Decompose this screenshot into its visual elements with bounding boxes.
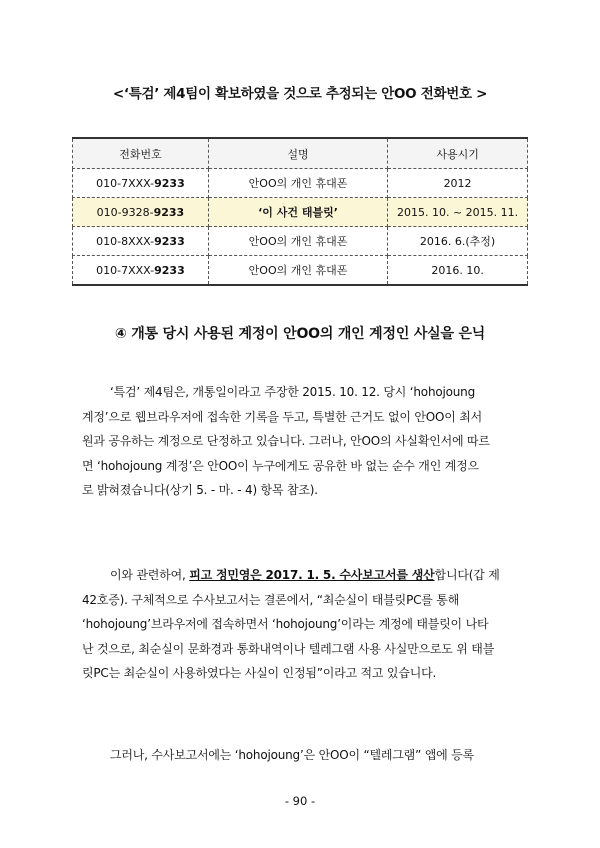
phone-prefix: 010-7XXX- xyxy=(96,263,155,277)
paragraph-line: 로 밝혀졌습니다(상기 5. - 마. - 4) 항목 참조). xyxy=(82,483,318,497)
table-header-row xyxy=(73,138,528,169)
table-row-highlighted xyxy=(73,198,528,227)
phone-suffix: 9233 xyxy=(154,176,185,190)
phone-prefix: 010-9328- xyxy=(96,205,154,219)
paragraph-line: 그러나, 수사보고서에는 ‘hohojoung’은 안OO이 “텔레그램” 앱에 등록 xyxy=(110,748,474,762)
description-cell: 안OO의 개인 휴대폰 xyxy=(208,256,387,286)
phone-suffix: 9233 xyxy=(153,205,185,219)
paragraph-line: 난 것으로, 최순실이 문화경과 통화내역이나 텔레그램 사용 사실만으로도 위 태블 xyxy=(82,641,495,656)
period-cell: 2015. 10. ~ 2015. 11. xyxy=(388,198,528,227)
paragraph-account xyxy=(82,380,522,503)
column-header-description: 설명 xyxy=(208,138,387,169)
paragraph-line: 릿PC는 최순실이 사용하였다는 사실이 인정됨”이라고 적고 있습니다. xyxy=(82,666,437,680)
phone-suffix: 9233 xyxy=(154,263,185,277)
phone-cell xyxy=(73,198,209,227)
text-run: 이와 관련하여, xyxy=(110,568,190,582)
section-heading: ④ 개통 당시 사용된 계정이 안OO의 개인 계정인 사실을 은닉 xyxy=(114,326,486,342)
paragraph-line: ‘특검’ 제4팀은, 개통일이라고 주장한 2015. 10. 12. 당시 ‘hohojoung xyxy=(110,385,476,399)
paragraph-line: 원과 공유하는 계정으로 단정하고 있습니다. 그러나, 안OO의 사실확인서에 따르 xyxy=(82,434,490,448)
description-cell: ‘이 사건 태블릿’ xyxy=(208,198,387,227)
paragraph-line xyxy=(82,563,522,588)
paragraph-line: ‘hohojoung’브라우저에 접속하면서 ‘hohojoung’이라는 계정에 태블릿이 나타 xyxy=(82,617,489,631)
table-row xyxy=(73,227,528,256)
phone-prefix: 010-7XXX- xyxy=(96,176,155,190)
description-cell: 안OO의 개인 휴대폰 xyxy=(208,169,387,198)
underlined-text: 피고 정민영은 2017. 1. 5. 수사보고서를 생산 xyxy=(189,568,435,582)
phone-cell xyxy=(73,227,209,256)
phone-cell xyxy=(73,256,209,286)
text-run: 합니다(갑 제 xyxy=(434,568,500,582)
column-header-period: 사용시기 xyxy=(388,138,528,169)
table-row xyxy=(73,169,528,198)
paragraph-continuation xyxy=(82,743,522,768)
phone-number-table xyxy=(72,137,528,286)
period-cell: 2016. 6.(추정) xyxy=(388,227,528,256)
page-number: - 90 - xyxy=(284,794,316,808)
paragraph-line: 계정’으로 웹브라우저에 접속한 기록을 두고, 특별한 근거도 없이 안OO이 최서 xyxy=(82,409,483,424)
paragraph-line: 42호증). 구체적으로 수사보고서는 결론에서, “최순실이 태블릿PC를 통해 xyxy=(82,592,460,607)
phone-cell xyxy=(73,169,209,198)
paragraph-line: 면 ‘hohojoung 계정’은 안OO이 누구에게도 공유한 바 없는 순수 개인 계정으 xyxy=(82,458,479,473)
phone-prefix: 010-8XXX- xyxy=(96,234,155,248)
period-cell: 2016. 10. xyxy=(388,256,528,286)
period-cell: 2012 xyxy=(388,169,528,198)
column-header-phone: 전화번호 xyxy=(73,138,209,169)
paragraph-report xyxy=(82,563,522,686)
table-title: <‘특검’ 제4팀이 확보하였을 것으로 추정되는 안OO 전화번호 > xyxy=(112,86,488,102)
description-cell: 안OO의 개인 휴대폰 xyxy=(208,227,387,256)
table-row xyxy=(73,256,528,286)
phone-suffix: 9233 xyxy=(154,234,185,248)
